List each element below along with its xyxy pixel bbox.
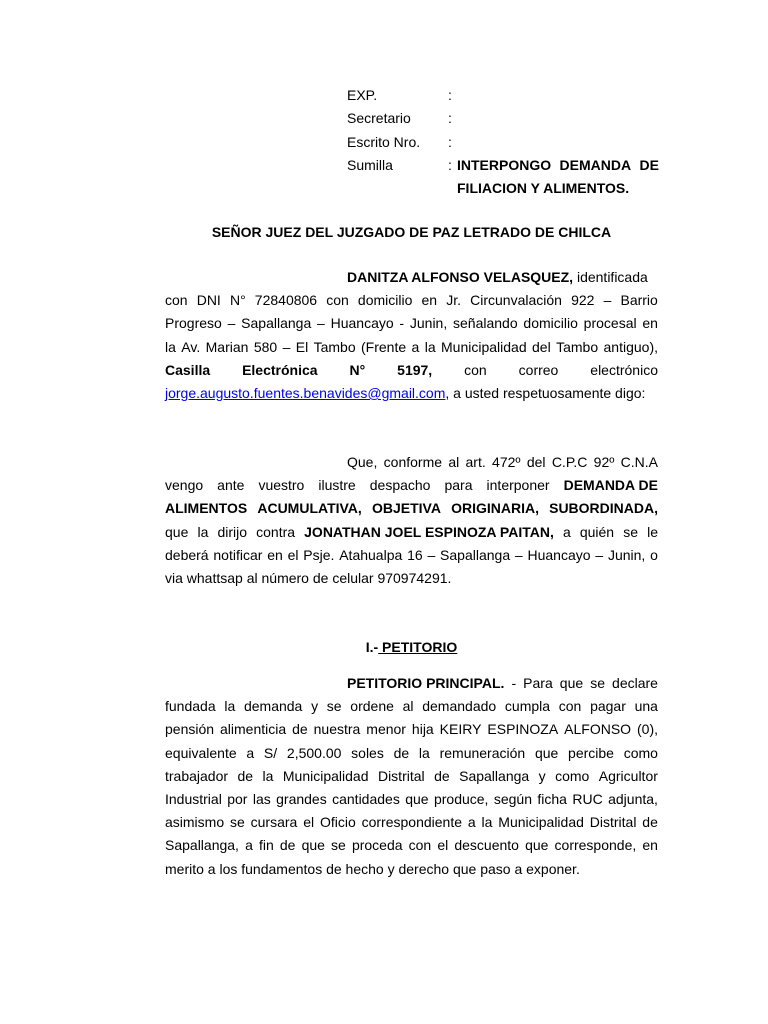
text-span: electrónico — [590, 361, 658, 378]
escrito-colon: : — [448, 133, 452, 150]
text-span: Electrónica — [242, 361, 318, 378]
word: la — [224, 698, 236, 715]
word: – — [282, 338, 291, 355]
word: ESPINOZA — [487, 721, 559, 738]
word: (0), — [637, 721, 658, 738]
text-line — [165, 672, 658, 695]
sumilla-value — [457, 154, 659, 201]
word: (Frente — [361, 338, 407, 355]
word: Agricultor — [598, 767, 658, 784]
text-line — [165, 359, 658, 382]
word: Sapallanga, — [165, 837, 239, 854]
word: con — [408, 837, 432, 854]
word: para — [444, 477, 473, 494]
word: fin — [258, 837, 274, 854]
section-heading — [165, 637, 658, 657]
word: se — [590, 675, 605, 691]
word: asimismo — [165, 814, 225, 831]
word: S/ — [263, 744, 278, 761]
word: - — [511, 675, 517, 691]
word: N° — [229, 292, 246, 309]
word: percibe — [568, 744, 614, 761]
word: C.P.C — [551, 454, 588, 470]
word: del — [532, 338, 551, 355]
text-span: identificada — [573, 269, 648, 285]
word: domicilio — [357, 292, 413, 309]
word: Barrio — [620, 292, 658, 309]
word: de — [237, 767, 254, 784]
word: menor — [366, 721, 406, 738]
word: ACUMULATIVA, — [257, 500, 362, 517]
word: una — [634, 698, 658, 715]
sumilla-row — [347, 154, 659, 201]
demand-paragraph — [165, 451, 658, 590]
text-line: via whattsap al número de celular 970974291. — [165, 569, 452, 586]
word: KEIRY — [439, 721, 482, 738]
word: a — [245, 837, 253, 854]
word: según — [493, 790, 532, 807]
word: procesal — [583, 315, 637, 332]
word: a — [562, 523, 571, 540]
word: ALFONSO — [564, 721, 632, 738]
word: Tambo — [556, 338, 599, 355]
text-span: DEMANDA DE — [563, 477, 658, 494]
word: Municipalidad — [498, 814, 584, 831]
word: 2,500.00 — [286, 744, 342, 761]
sumilla-label: Sumilla — [347, 156, 393, 173]
text-span: correo — [518, 361, 559, 378]
word: soles — [351, 744, 384, 761]
sumilla-word: DE — [639, 156, 659, 173]
word: al — [448, 454, 460, 470]
word: Municipalidad — [441, 338, 527, 355]
text-line — [165, 834, 658, 857]
word: vengo — [165, 477, 204, 494]
word: – — [514, 546, 523, 563]
word: grandes — [276, 790, 327, 807]
text-line — [165, 312, 658, 335]
text-line — [165, 289, 658, 312]
section-name: PETITORIO — [378, 639, 458, 655]
word: 72840806 — [254, 292, 318, 309]
word: contra — [256, 523, 296, 540]
word: Industrial — [165, 790, 222, 807]
word: Para — [523, 675, 553, 691]
word: Junin, — [409, 315, 448, 332]
word: interponer — [486, 477, 550, 494]
word: la — [197, 523, 209, 540]
word: y — [311, 698, 319, 715]
petitorio-paragraph — [165, 672, 658, 881]
word: ilustre — [318, 477, 356, 494]
text-line — [165, 474, 658, 497]
text-line — [165, 695, 658, 718]
plaintiff-name: DANITZA ALFONSO VELASQUEZ, — [347, 269, 574, 285]
word: demanda — [243, 698, 303, 715]
word: que — [534, 744, 559, 761]
word: el — [287, 546, 299, 563]
text-line — [165, 451, 658, 474]
text-line — [165, 521, 658, 544]
word: pensión — [165, 721, 215, 738]
word: demandado — [422, 698, 497, 715]
word: se — [229, 814, 245, 831]
word: 472º — [492, 454, 521, 470]
word: que — [525, 837, 549, 854]
word: RUC — [572, 790, 603, 807]
word: de — [393, 744, 410, 761]
word: pagar — [590, 698, 626, 715]
word: – — [603, 292, 612, 309]
word: en — [267, 546, 283, 563]
word: en — [642, 837, 658, 854]
word: Junin, — [607, 546, 646, 563]
petitorio-heading: PETITORIO PRINCIPAL. — [347, 675, 505, 691]
word: Distrital — [377, 767, 425, 784]
sumilla-line2: FILIACION Y ALIMENTOS. — [457, 180, 630, 197]
text-line — [165, 266, 658, 289]
word: quién — [579, 523, 615, 540]
text-line — [165, 336, 658, 359]
word: ordene — [350, 698, 394, 715]
word: – — [317, 315, 325, 332]
text-span: N° — [349, 361, 366, 378]
word: conforme — [383, 454, 443, 470]
word: Municipalidad — [282, 767, 369, 784]
word: 92º — [593, 454, 615, 470]
word: Oficio — [319, 814, 356, 831]
word: Huancayo — [330, 315, 394, 332]
word: - — [399, 315, 405, 332]
word: que — [559, 675, 584, 691]
word: Atahualpa — [339, 546, 403, 563]
word: como — [623, 744, 658, 761]
word: que — [301, 837, 325, 854]
word: como — [555, 767, 590, 784]
word: El — [295, 338, 309, 355]
text-line — [165, 718, 658, 741]
word: la — [424, 338, 436, 355]
text-line — [165, 788, 658, 811]
section-number: I.- — [365, 639, 379, 655]
word: 16 — [407, 546, 423, 563]
intro-paragraph — [165, 266, 658, 405]
word: produce, — [433, 790, 489, 807]
word: el — [303, 814, 315, 831]
secretario-label: Secretario — [347, 110, 411, 127]
word: o — [650, 546, 658, 563]
word: ficha — [537, 790, 567, 807]
word: le — [647, 523, 658, 540]
sumilla-word: DEMANDA — [559, 156, 632, 173]
word: Huancayo — [527, 546, 591, 563]
word: dirijo — [217, 523, 248, 540]
word: que — [405, 790, 429, 807]
word: en — [642, 315, 658, 332]
word: la — [418, 744, 430, 761]
word: – — [427, 546, 436, 563]
escrito-row — [347, 131, 659, 154]
word: remuneración — [439, 744, 526, 761]
word: Marian — [205, 338, 249, 355]
word: Av. — [181, 338, 201, 355]
word: ORIGINARIA, — [451, 500, 539, 517]
word: que — [165, 523, 189, 540]
exp-row — [347, 84, 659, 107]
word: 922 — [571, 292, 595, 309]
word: a — [411, 338, 420, 355]
word: Jr. — [446, 292, 461, 309]
word: de — [434, 767, 450, 784]
word: con — [326, 292, 349, 309]
word: despacho — [369, 477, 431, 494]
word: corresponde, — [554, 837, 637, 854]
word: por — [227, 790, 248, 807]
word: Progreso — [165, 315, 222, 332]
word: se — [331, 837, 346, 854]
word: Sapallanga — [459, 767, 530, 784]
word: el — [437, 837, 449, 854]
text-line — [165, 742, 658, 765]
word: Tambo — [313, 338, 356, 355]
word: Psje. — [303, 546, 335, 563]
text-line — [165, 497, 658, 520]
word: Distrital — [589, 814, 637, 831]
exp-label: EXP. — [347, 87, 378, 103]
word: del — [526, 454, 546, 470]
word: C.N.A — [620, 454, 658, 470]
word: domicilio — [523, 315, 578, 332]
word: la — [481, 814, 493, 831]
text-line — [165, 382, 658, 405]
sumilla-colon: : — [448, 156, 452, 173]
sumilla-word: INTERPONGO — [457, 156, 552, 173]
word: proceda — [351, 837, 403, 854]
word: declare — [612, 675, 658, 691]
word: 580 — [253, 338, 278, 355]
word: en — [421, 292, 438, 309]
word: cursara — [250, 814, 298, 831]
word: Sapallanga — [241, 315, 312, 332]
word: la — [165, 338, 176, 355]
secretario-colon: : — [448, 110, 452, 127]
word: – — [595, 546, 604, 563]
word: descuento — [454, 837, 519, 854]
defendant-name: JONATHAN JOEL ESPINOZA PAITAN, — [304, 523, 554, 540]
word: fundada — [165, 698, 216, 715]
word: SUBORDINADA, — [549, 500, 658, 517]
word: alimenticia — [220, 721, 287, 738]
word: a — [246, 744, 255, 761]
word: vuestro — [258, 477, 305, 494]
word: OBJETIVA — [371, 500, 441, 517]
word: trabajador — [165, 767, 229, 784]
word: de — [292, 721, 308, 738]
word: deberá — [165, 546, 209, 563]
word: adjunta, — [608, 790, 658, 807]
word: se — [326, 698, 342, 715]
word: de — [642, 814, 658, 831]
word: ALIMENTOS — [165, 500, 248, 517]
word: cantidades — [332, 790, 400, 807]
word: DNI — [196, 292, 221, 309]
email-link[interactable]: jorge.augusto.fuentes.benavides@gmail.com — [165, 384, 446, 401]
text-span: , a usted respetuosamente digo: — [445, 384, 646, 401]
escrito-label: Escrito Nro. — [347, 133, 421, 150]
word: de — [279, 837, 296, 854]
case-header — [347, 84, 659, 200]
word: ante — [217, 477, 245, 494]
word: se — [623, 523, 638, 540]
word: con — [165, 292, 188, 309]
word: al — [402, 698, 414, 715]
text-span: Casilla — [165, 361, 211, 378]
text-line — [165, 544, 658, 567]
word: correspondiente — [361, 814, 463, 831]
word: cumpla — [504, 698, 551, 715]
word: con — [558, 698, 582, 715]
addressee-title: SEÑOR JUEZ DEL JUZGADO DE PAZ LETRADO DE CHILCA — [211, 224, 612, 240]
word: hija — [411, 721, 434, 738]
word: antiguo), — [603, 338, 658, 355]
word: las — [252, 790, 271, 807]
word: Circunvalación — [470, 292, 562, 309]
secretario-row — [347, 107, 659, 130]
text-line — [165, 811, 658, 834]
text-line — [165, 765, 658, 788]
word: nuestra — [313, 721, 361, 738]
word: Que, — [347, 454, 378, 470]
word: art. — [465, 454, 486, 470]
word: – — [227, 315, 236, 332]
word: Sapallanga — [440, 546, 511, 563]
text-span: 5197, — [397, 361, 433, 378]
word: notificar — [213, 546, 263, 563]
word: a — [467, 814, 476, 831]
exp-colon: : — [448, 87, 452, 103]
text-line: merito a los fundamentos de hecho y derecho que paso a exponer. — [165, 860, 580, 877]
word: la — [262, 767, 274, 784]
text-span: con — [464, 361, 487, 378]
word: equivalente — [165, 744, 237, 761]
word: señalando — [453, 315, 518, 332]
word: y — [538, 767, 546, 784]
